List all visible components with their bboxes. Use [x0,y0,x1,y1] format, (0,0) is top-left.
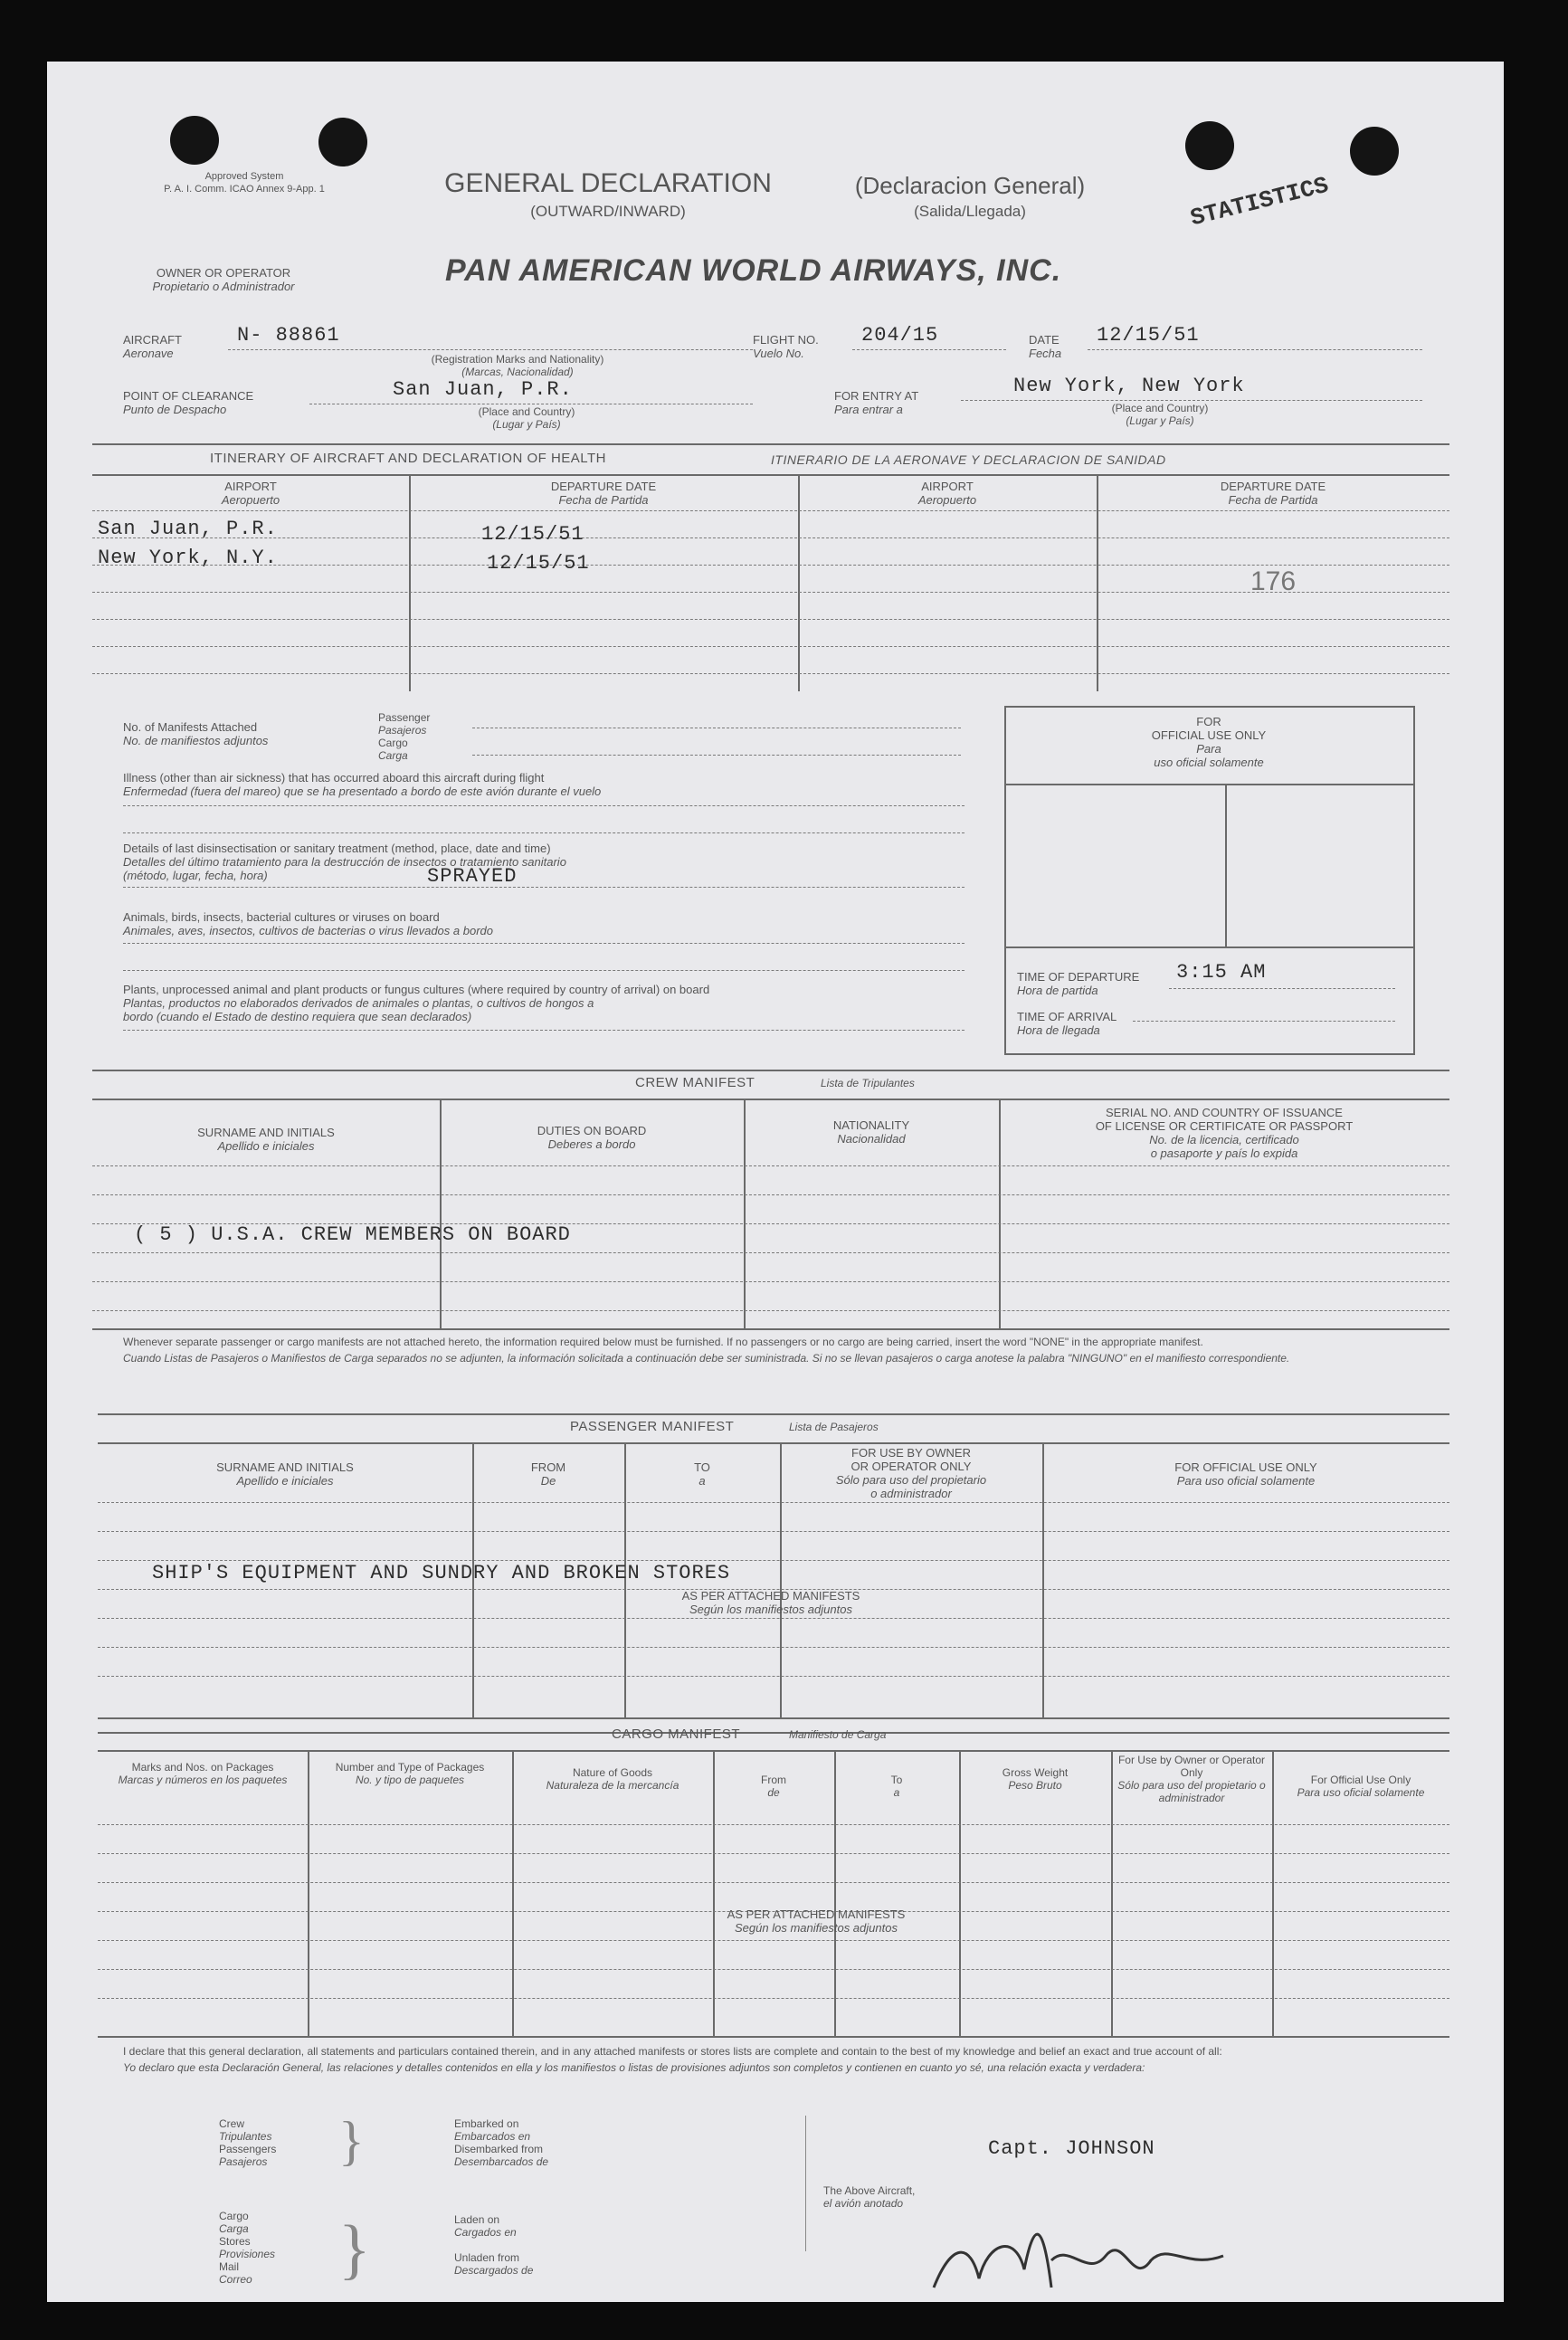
punch-hole [170,116,219,165]
cargo-col-goods: Nature of Goods Naturaleza de la mercancía [546,1766,679,1792]
entry-label: FOR ENTRY AT Para entrar a [834,389,919,416]
declaration-text: I declare that this general declaration, all statements and particulars contained therein, and in any attached manifests or stores lists are complete and contain to the best of my knowledge and belief an exact and true account of all: Yo declaro que esta Declaración General, las relaciones y detalles contenidos en ella y los manifiestos o listas de provisiones adjuntos son completos y contienen en cuanto yo sé, una relación exacta y verdadera: [123,2045,1222,2074]
passenger-attached: AS PER ATTACHED MANIFESTS Según los manifiestos adjuntos [681,1589,860,1616]
flight-value: 204/15 [861,324,939,347]
declaration-crew-passengers: Crew Tripulantes Passengers Pasajeros [219,2117,277,2168]
passenger-col-to: TO a [694,1460,710,1488]
passenger-col-from: FROM De [530,1460,566,1488]
official-use-heading: FOR OFFICIAL USE ONLY Para uso oficial solamente [1151,715,1267,769]
cargo-col-packages: Number and Type of Packages No. y tipo de paquetes [335,1761,485,1786]
aircraft-label: AIRCRAFT Aeronave [123,333,182,360]
passenger-entry: SHIP'S EQUIPMENT AND SUNDRY AND BROKEN STORES [152,1562,731,1584]
flight-label: FLIGHT NO. Vuelo No. [753,333,819,360]
captain-name: Capt. JOHNSON [988,2137,1155,2160]
punch-hole [318,118,367,166]
itinerary-heading: ITINERARY OF AIRCRAFT AND DECLARATION OF HEALTH [210,451,607,466]
animals-label: Animals, birds, insects, bacterial cultures or viruses on board Animales, aves, insectos, cultivos de bacterias o virus llevados a bordo [123,910,493,937]
above-aircraft: The Above Aircraft, el avión anotado [823,2184,916,2210]
itinerary-row-airport: San Juan, P.R. [98,518,278,540]
crew-heading: CREW MANIFEST [635,1075,755,1090]
owner-label: OWNER OR OPERATOR Propietario o Administrador [152,266,295,293]
itinerary-col-airport: AIRPORT Aeropuerto [221,480,280,507]
passenger-heading: PASSENGER MANIFEST [570,1419,735,1434]
cargo-col-owner: For Use by Owner or Operator Only Sólo para uso del propietario o administrador [1117,1754,1266,1804]
approved-system: Approved System P. A. I. Comm. ICAO Annex 9-App. 1 [164,171,325,195]
disinsect-label: Details of last disinsectisation or sanitary treatment (method, place, date and time) Detalles del último tratamiento para la destrucción de insectos o tratamiento sanitario (método, lugar, fecha, hora) [123,842,566,882]
clearance-value: San Juan, P.R. [393,378,573,401]
form-subtitle-es: (Salida/Llegada) [914,203,1026,220]
passenger-col-official: FOR OFFICIAL USE ONLY Para uso oficial solamente [1174,1460,1317,1488]
disinsect-value: SPRAYED [427,865,518,888]
date-value: 12/15/51 [1097,324,1200,347]
crew-col-license: SERIAL NO. AND COUNTRY OF ISSUANCE OF LICENSE OR CERTIFICATE OR PASSPORT No. de la licencia, certificado o pasaporte y país lo expida [1095,1106,1354,1160]
cargo-col-official: For Official Use Only Para uso oficial solamente [1297,1774,1425,1799]
itinerary-col-date: DEPARTURE DATE Fecha de Partida [550,480,657,507]
entry-value: New York, New York [1013,375,1245,397]
crew-col-surname: SURNAME AND INITIALS Apellido e iniciales [197,1126,335,1153]
cargo-attached: AS PER ATTACHED MANIFESTS Según los manifiestos adjuntos [727,1907,906,1935]
itinerary-row-airport: New York, N.Y. [98,547,278,569]
crew-col-nationality: NATIONALITY Nacionalidad [832,1118,910,1146]
departure-time-value: 3:15 AM [1176,961,1267,984]
owner-value: PAN AMERICAN WORLD AIRWAYS, INC. [445,253,1062,288]
itinerary-col-date-2: DEPARTURE DATE Fecha de Partida [1220,480,1326,507]
manifests-types: Passenger Pasajeros Cargo Carga [378,711,431,762]
passenger-col-owner: FOR USE BY OWNER OR OPERATOR ONLY Sólo para uso del propietario o administrador [835,1446,987,1500]
punch-hole [1185,121,1234,170]
statistics-stamp: STATISTICS [1187,171,1332,233]
captain-signature [916,2206,1259,2302]
declaration-page: Approved System P. A. I. Comm. ICAO Annex 9-App. 1 GENERAL DECLARATION (OUTWARD/INWARD) (Declaracion General) (Salida/Llegada) STATISTICS OWNER OR OPERATOR Propietario o Administrador PAN AMERICAN WORLD AIRWAYS, INC. AIRCRAFT Aeronave N- 88861 (Registration Marks and Nationality) (Marcas, Nacionalidad) FLIGHT NO. Vuelo No. 204/15 DATE Fecha 12/15/51 POINT OF CLEARANCE Punto de Despacho San Juan, P.R. (Place and Country) (Lugar y País) FOR ENTRY AT Para entrar a New York, New York (Place and Country) (Lugar y País) ITINERARY OF AIRCRAFT AND DECLARATION OF HEALTH ITINERARIO DE LA AERONAVE Y DECLARACION DE SANIDAD AIRPORT Aeropuerto DEPARTURE DATE Fecha de Partida AIRPORT Aeropuerto DEPARTURE DATE Fecha de Partida San Juan, P.R. 12/15/51 New York, N.Y. 12/15/51 176 No. of Manifests Attached No. de manifiestos adjuntos Passenger Pasajeros Cargo Carga Illness (other than air sickness) that has occurred aboard this aircraft during flight Enfermedad (fuera del mareo) que se ha presentado a bordo de este avión durante el vuelo Details of last disinsectisation or sanitary treatment (method, place, date and time) Detalles del último tratamiento para la destrucción de insectos o tratamiento sanitario (método, lugar, fecha, hora) SPRAYED Animals, birds, insects, bacterial cultures or viruses on board Animales, aves, insectos, cultivos de bacterias o virus llevados a bordo Plants, unprocessed animal and plant products or fungus cultures (where required by country of arrival) on board Plantas, productos no elaborados derivados de animales o plantas, o cultivos de hongos a bordo (cuando el Estado de destino requiera que sean declarados) FOR OFFICIAL USE ONLY Para uso oficial solamente TIME OF DEPARTURE Hora de partida 3:15 AM TIME OF ARRIVAL Hora de llegada CREW MANIFEST Lista de Tripulantes SURNAME AND INITIALS Apellido e iniciales DUTIES ON BOARD Deberes a bordo NATIONALITY Nacionalidad SERIAL NO. AND COUNTRY OF ISSUANCE OF LICENSE OR CERTIFICATE OR PASSPORT No. de la licencia, certificado o pasaporte y país lo expida ( 5 ) U.S.A. CREW MEMBERS ON BOARD Whenever separate passenger or cargo manifests are not attached hereto, the information required below must be furnished. If no passengers or no cargo are being carried, insert the word "NONE" in the appropriate manifest. Cuando Listas de Pasajeros o Manifiestos de Carga separados no se adjunten, la información solicitada a continuación debe ser suministrada. Si no se llevan pasajeros o carga anotese la palabra "NINGUNO" en el manifiesto correspondiente. PASSENGER MANIFEST Lista de Pasajeros SURNAME AND INITIALS Apellido e iniciales FROM De TO a FOR USE BY OWNER OR OPERATOR ONLY Sólo para uso del propietario o administrador FOR OFFICIAL USE ONLY Para uso oficial solamente SHIP'S EQUIPMENT AND SUNDRY AND BROKEN STORES AS PER ATTACHED MANIFESTS Según los manifiestos adjuntos CARGO MANIFEST Manifiesto de Carga Marks and Nos. on Packages Marcas y números en los paquetes Number and Type of Packages No. y tipo de paquetes Nature of Goods Naturaleza de la mercancía From de To a Gross Weight Peso Bruto For Use by Owner or Operator Only Sólo para uso del propietario o administrador For Official Use Only Para uso oficial solamente AS PER ATTACHED MANIFESTS Según los manifiestos adjuntos I declare that this general declaration, all statements and particulars contained therein, and in any attached manifests or stores lists are complete and contain to the best of my knowledge and belief an exact and true account of all: Yo declaro que esta Declaración General, las relaciones y detalles contenidos en ella y los manifiestos o listas de provisiones adjuntos son completos y contienen en cuanto yo sé, una relación exacta y verdadera: Crew Tripulantes Passengers Pasajeros } Embarked on Embarcados en Disembarked from Desembarcados de Cargo Carga Stores Provisiones Mail Correo } Laden on Cargados en Unladen from Descargados de The Above Aircraft, el avión anotado Capt. JOHNSON [47,62,1504,2302]
illness-label: Illness (other than air sickness) that has occurred aboard this aircraft during flight Enfermedad (fuera del mareo) que se ha presentado a bordo de este avión durante el vuelo [123,771,602,798]
instructions: Whenever separate passenger or cargo manifests are not attached hereto, the information required below must be furnished. If no passengers or no cargo are being carried, insert the word "NONE" in the appropriate manifest. Cuando Listas de Pasajeros o Manifiestos de Carga separados no se adjunten, la información solicitada a continuación debe ser suministrada. Si no se llevan pasajeros o carga anotese la palabra "NINGUNO" en el manifiesto correspondiente. [123,1336,1290,1365]
sequence-number: 176 [1250,566,1297,596]
punch-hole [1350,127,1399,176]
departure-time-label: TIME OF DEPARTURE Hora de partida [1017,970,1140,997]
cargo-col-weight: Gross Weight Peso Bruto [1002,1766,1069,1792]
clearance-label: POINT OF CLEARANCE Punto de Despacho [123,389,254,416]
cargo-heading-es: Manifiesto de Carga [789,1728,887,1741]
aircraft-value: N- 88861 [237,324,340,347]
date-label: DATE Fecha [1029,333,1062,360]
manifests-label: No. of Manifests Attached No. de manifiestos adjuntos [123,720,269,747]
declaration-embarked: Embarked on Embarcados en Disembarked from Desembarcados de [454,2117,549,2168]
cargo-heading: CARGO MANIFEST [612,1726,741,1742]
crew-heading-es: Lista de Tripulantes [821,1077,915,1089]
passenger-heading-es: Lista de Pasajeros [789,1421,879,1433]
arrival-time-label: TIME OF ARRIVAL Hora de llegada [1017,1010,1117,1037]
clearance-note: (Place and Country) (Lugar y País) [478,405,575,431]
form-subtitle: (OUTWARD/INWARD) [530,203,686,220]
cargo-col-marks: Marks and Nos. on Packages Marcas y números en los paquetes [118,1761,288,1786]
plants-label: Plants, unprocessed animal and plant products or fungus cultures (where required by country of arrival) on board Plantas, productos no elaborados derivados de animales o plantas, o cultivos de hongos a bordo (cuando el Estado de destino requiera que sean declarados) [123,983,710,1023]
form-title-es: (Declaracion General) [854,172,1086,199]
itinerary-col-airport-2: AIRPORT Aeropuerto [917,480,977,507]
itinerary-heading-es: ITINERARIO DE LA AERONAVE Y DECLARACION DE SANIDAD [771,452,1166,467]
cargo-col-to: To a [890,1774,903,1799]
entry-note: (Place and Country) (Lugar y País) [1111,402,1209,427]
cargo-col-from: From de [761,1774,786,1799]
itinerary-row-date: 12/15/51 [481,523,584,546]
crew-col-duties: DUTIES ON BOARD Deberes a bordo [537,1124,647,1151]
declaration-cargo-stores: Cargo Carga Stores Provisiones Mail Correo [219,2210,276,2286]
aircraft-note: (Registration Marks and Nationality) (Marcas, Nacionalidad) [431,353,604,378]
itinerary-row-date: 12/15/51 [487,552,590,575]
form-title: GENERAL DECLARATION [444,168,772,198]
crew-entry: ( 5 ) U.S.A. CREW MEMBERS ON BOARD [134,1223,571,1246]
passenger-col-surname: SURNAME AND INITIALS Apellido e iniciales [216,1460,354,1488]
declaration-laden: Laden on Cargados en Unladen from Descargados de [454,2213,534,2277]
